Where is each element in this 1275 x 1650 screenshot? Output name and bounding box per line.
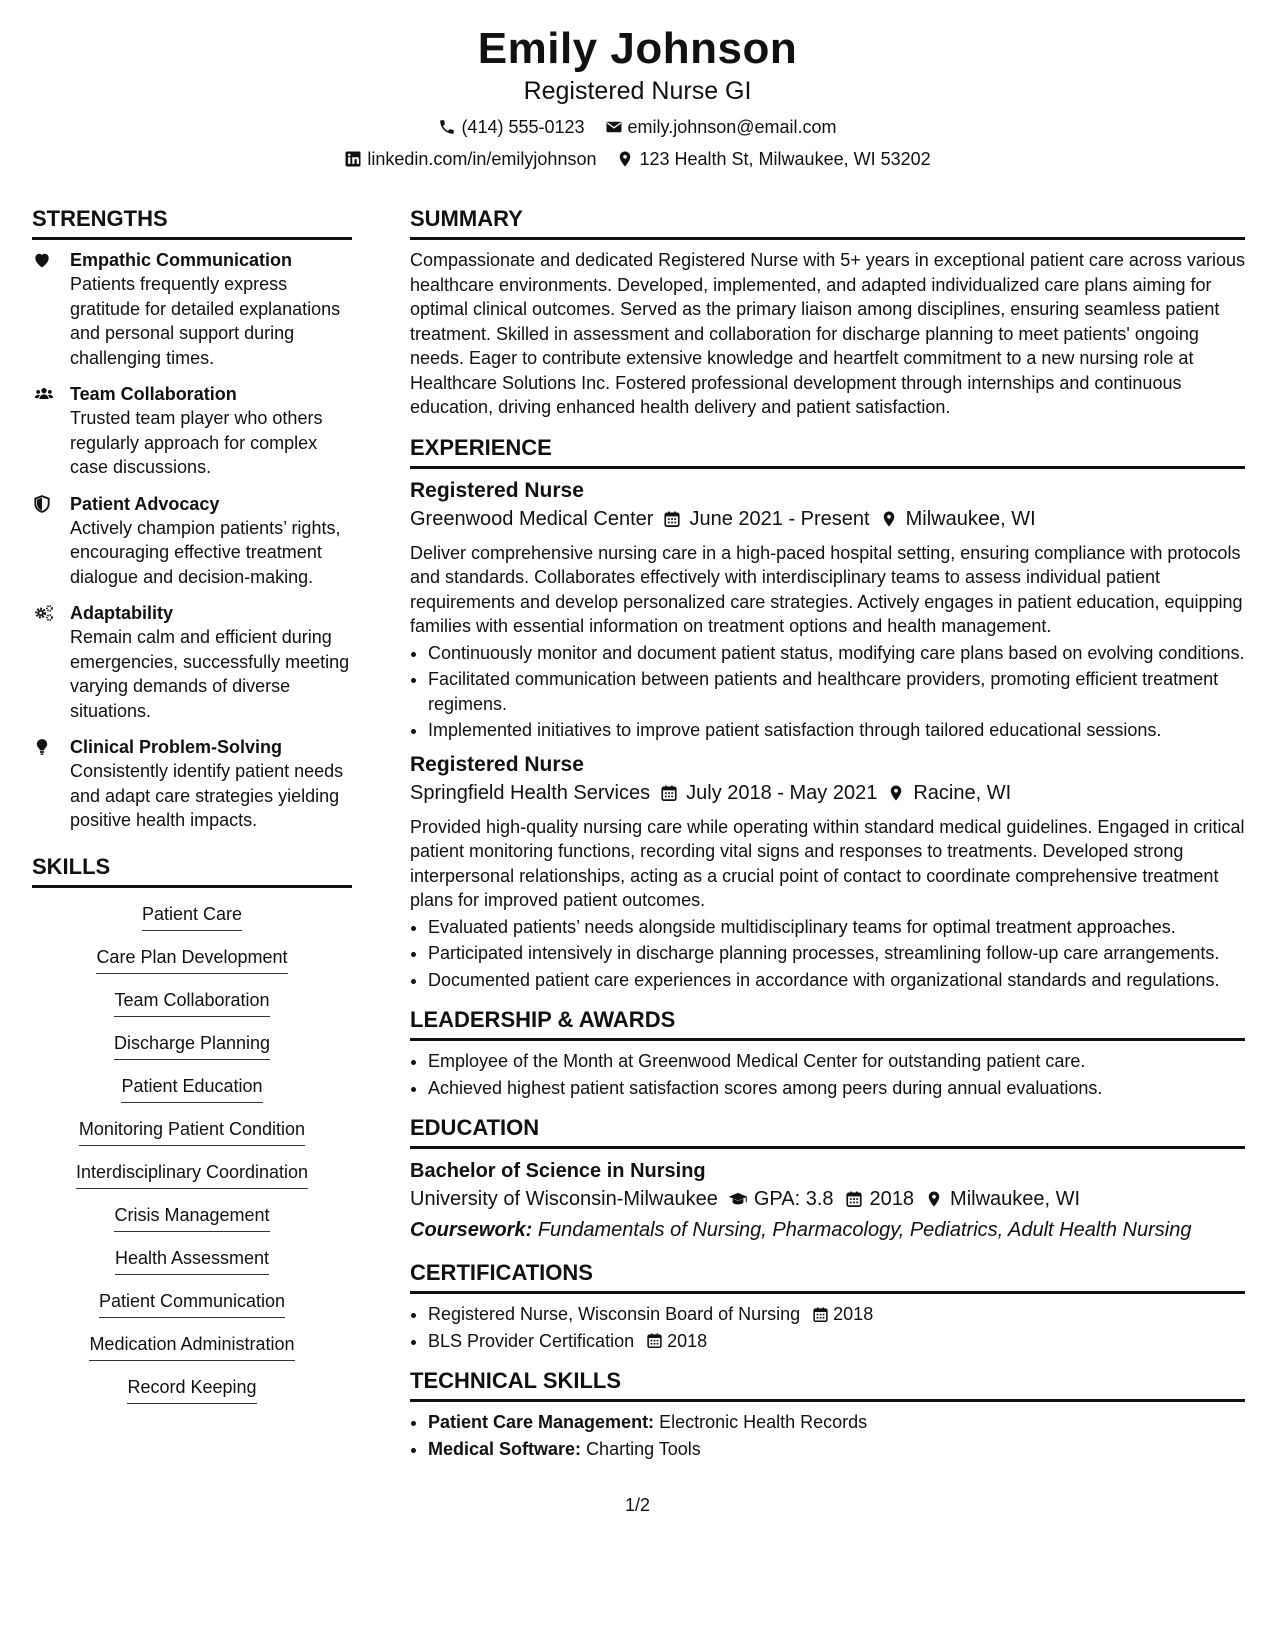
strength-desc: Patients frequently express gratitude for detailed explanations and personal support during challenging times. [70, 274, 341, 368]
right-column [410, 205, 1245, 1475]
education-gpa: GPA: 3.8 [753, 1188, 834, 1210]
strength-desc: Remain calm and efficient during emergencies, successfully meeting varying demands of diverse situations. [70, 627, 350, 721]
education-location: Milwaukee, WI [950, 1188, 1081, 1210]
education-section [410, 1114, 1245, 1245]
job-dates: July 2018 - May 2021 [686, 781, 878, 804]
job-title: Registered Nurse [410, 752, 584, 776]
strength-item [32, 382, 352, 480]
job-description: Provided high-quality nursing care while operating within standard medical guidelines. Engaged in critical patient monitoring functions, recording vital signs and responses to treatments. Developed strong interpersonal relationships, acting as a crucial point of contact to coordinate comprehensive treatment plans for improved patient outcomes. [410, 816, 1245, 910]
summary-text: Compassionate and dedicated Registered Nurse with 5+ years in exceptional patient care across various healthcare environments. Developed, implemented, and adapted individualized care plans aiming for optimal clinical outcomes. Served as the primary liaison among disciplines, ensuring seamless patient treatment. Skilled in assessment and collaboration for discharge planning to meet patients' ongoing needs. Eager to contribute extensive knowledge and heartfelt commitment to a new nursing role at Healthcare Solutions Inc. Fostered professional development through internships and continuous education, driving enhanced health delivery and patient satisfaction. [410, 250, 1245, 417]
technical-skills-heading: TECHNICAL SKILLS [410, 1367, 1245, 1402]
heart-icon [32, 250, 52, 270]
contact-row-2 [0, 147, 1275, 171]
degree-title: Bachelor of Science in Nursing [410, 1160, 706, 1182]
linkedin-icon [344, 150, 362, 168]
skill-tag: Crisis Management [114, 1203, 269, 1232]
education-year: 2018 [869, 1188, 915, 1210]
email-text[interactable]: emily.johnson@email.com [627, 117, 837, 137]
calendar-icon [812, 1306, 829, 1323]
skill-tag: Patient Care [142, 902, 242, 931]
job-bullet: • Facilitated communication between patients and healthcare providers, promoting efficient treatment regimens. [428, 667, 1245, 716]
job-location: Milwaukee, WI [905, 507, 1036, 530]
skills-list [32, 896, 352, 1418]
left-column [32, 205, 352, 1418]
skill-tag: Record Keeping [127, 1375, 256, 1404]
certifications-list [410, 1302, 1245, 1353]
job-bullets [410, 915, 1245, 993]
email-contact[interactable] [605, 115, 837, 139]
shield-icon [32, 494, 52, 514]
leadership-section [410, 1006, 1245, 1100]
users-icon [32, 384, 56, 404]
job-company: Greenwood Medical Center [410, 507, 654, 530]
technical-skills-list [410, 1410, 1245, 1461]
leadership-item: • Employee of the Month at Greenwood Medical Center for outstanding patient care. [428, 1049, 1245, 1074]
technical-skills-section [410, 1367, 1245, 1461]
job-entry [410, 477, 1245, 743]
leadership-list [410, 1049, 1245, 1100]
skills-heading: SKILLS [32, 853, 352, 888]
job-bullet: • Documented patient care experiences in accordance with organizational standards and regulations. [428, 968, 1245, 993]
skill-tag: Team Collaboration [114, 988, 269, 1017]
calendar-icon [646, 1332, 663, 1349]
strength-item [32, 492, 352, 590]
map-marker-icon [887, 784, 905, 802]
job-title: Registered Nurse [410, 478, 584, 502]
job-location: Racine, WI [913, 781, 1012, 804]
job-entry [410, 751, 1245, 993]
job-bullet: • Participated intensively in discharge planning processes, streamlining follow-up care arrangements. [428, 941, 1245, 966]
address-text: 123 Health St, Milwaukee, WI 53202 [639, 149, 931, 169]
strength-item [32, 601, 352, 723]
summary-heading: SUMMARY [410, 205, 1245, 240]
job-bullet: • Continuously monitor and document patient status, modifying care plans based on evolving conditions. [428, 641, 1245, 666]
certification-year: 2018 [833, 1304, 874, 1324]
education-heading: EDUCATION [410, 1114, 1245, 1149]
coursework [410, 1215, 1245, 1245]
lightbulb-icon [32, 737, 52, 757]
map-marker-icon [924, 1190, 944, 1208]
skill-tag: Care Plan Development [96, 945, 287, 974]
calendar-icon [660, 784, 678, 802]
summary-section [410, 205, 1245, 420]
job-bullet: • Implemented initiatives to improve patient satisfaction through tailored educational sessions. [428, 718, 1245, 743]
education-meta [410, 1185, 1245, 1213]
strength-item [32, 735, 352, 833]
leadership-item: • Achieved highest patient satisfaction scores among peers during annual evaluations. [428, 1076, 1245, 1101]
certification-item [428, 1302, 1245, 1327]
strength-title: Empathic Communication [70, 250, 293, 270]
certification-year: 2018 [667, 1330, 708, 1351]
experience-section [410, 434, 1245, 993]
technical-skill-item [428, 1437, 1245, 1462]
linkedin-contact[interactable] [344, 147, 596, 171]
calendar-icon [663, 510, 681, 528]
job-bullet: • Evaluated patients’ needs alongside multidisciplinary teams for optimal treatment approaches. [428, 915, 1245, 940]
skill-tag: Health Assessment [115, 1246, 269, 1275]
technical-skill-label: Medical Software: [428, 1438, 582, 1459]
job-meta [410, 505, 1245, 533]
contact-row-1 [0, 115, 1275, 139]
phone-icon [438, 118, 456, 136]
technical-skill-item [428, 1410, 1245, 1435]
gears-icon [32, 603, 56, 623]
technical-skill-value: Electronic Health Records [659, 1412, 868, 1432]
school-name: University of Wisconsin-Milwaukee [410, 1188, 718, 1210]
job-dates: June 2021 - Present [689, 507, 870, 530]
strength-desc: Actively champion patients’ rights, encouraging effective treatment dialogue and decision-making. [70, 517, 341, 587]
technical-skill-label: Patient Care Management: [428, 1412, 655, 1432]
strengths-heading: STRENGTHS [32, 205, 352, 240]
envelope-icon [605, 118, 623, 136]
strength-item [32, 248, 352, 370]
coursework-text: Fundamentals of Nursing, Pharmacology, Pediatrics, Adult Health Nursing [537, 1219, 1192, 1241]
resume-header [0, 22, 1275, 171]
map-marker-icon [616, 150, 634, 168]
candidate-title: Registered Nurse GI [523, 77, 752, 105]
page-number: 1/2 [624, 1495, 651, 1515]
address-contact [616, 147, 930, 171]
candidate-name: Emily Johnson [477, 24, 798, 73]
job-bullets [410, 641, 1245, 743]
skill-tag: Discharge Planning [114, 1031, 270, 1060]
leadership-heading: LEADERSHIP & AWARDS [410, 1006, 1245, 1041]
technical-skill-value: Charting Tools [586, 1438, 701, 1459]
job-meta [410, 779, 1245, 807]
job-description: Deliver comprehensive nursing care in a high-paced hospital setting, ensuring compliance with protocols and standards. Collaborates effectively with interdisciplinary teams to assess individual patient requirements and develop personalized care strategies. Actively engages in patient education, equipping families with essential information on treatment options and health management. [410, 542, 1243, 636]
linkedin-text[interactable]: linkedin.com/in/emilyjohnson [367, 149, 597, 169]
strength-title: Team Collaboration [70, 384, 237, 404]
certification-name: • BLS Provider Certification [428, 1330, 635, 1351]
coursework-label: Coursework: [410, 1219, 533, 1241]
phone-text: (414) 555-0123 [461, 117, 585, 137]
calendar-icon [844, 1190, 864, 1208]
strength-desc: Trusted team player who others regularly approach for complex case discussions. [70, 408, 323, 477]
strength-title: Clinical Problem-Solving [70, 737, 283, 757]
certifications-heading: CERTIFICATIONS [410, 1259, 1245, 1294]
job-company: Springfield Health Services [410, 781, 651, 804]
strength-desc: Consistently identify patient needs and adapt care strategies yielding positive health impacts. [70, 761, 344, 830]
skill-tag: Interdisciplinary Coordination [76, 1160, 308, 1189]
strength-title: Adaptability [70, 603, 174, 623]
certification-name: • Registered Nurse, Wisconsin Board of Nursing [428, 1304, 801, 1324]
graduation-cap-icon [728, 1190, 748, 1208]
certifications-section [410, 1259, 1245, 1353]
phone-contact [438, 115, 584, 139]
map-marker-icon [880, 510, 898, 528]
skill-tag: Patient Education [121, 1074, 262, 1103]
skill-tag: Monitoring Patient Condition [79, 1117, 305, 1146]
skill-tag: Patient Communication [99, 1289, 285, 1318]
experience-heading: EXPERIENCE [410, 434, 1245, 469]
skills-section [32, 853, 352, 1418]
certification-item [428, 1329, 1245, 1354]
skill-tag: Medication Administration [89, 1332, 294, 1361]
strength-title: Patient Advocacy [70, 493, 220, 514]
